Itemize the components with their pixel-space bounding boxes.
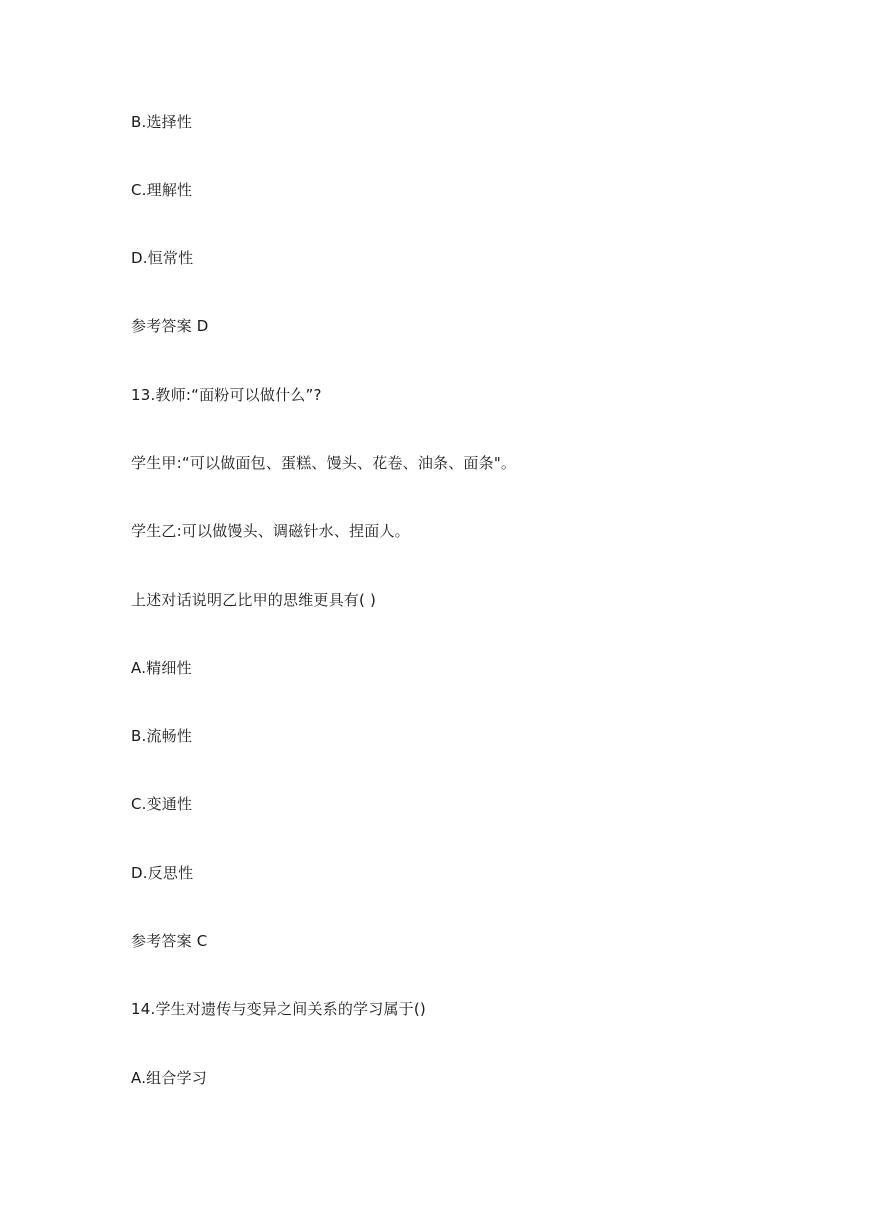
q13-option-a: A.精细性 xyxy=(131,659,192,677)
q13-student-b-line: 学生乙:可以做馒头、调磁针水、捏面人。 xyxy=(131,522,410,540)
q13-answer: 参考答案 C xyxy=(131,932,208,950)
q13-option-c: C.变通性 xyxy=(131,795,193,813)
q13-option-d: D.反思性 xyxy=(131,864,194,882)
q13-option-b: B.流畅性 xyxy=(131,727,193,745)
q12-option-c: C.理解性 xyxy=(131,181,193,199)
q13-question: 上述对话说明乙比甲的思维更具有( ) xyxy=(131,591,377,609)
q14-option-a: A.组合学习 xyxy=(131,1069,207,1087)
q14-question: 14.学生对遗传与变异之间关系的学习属于() xyxy=(131,1000,426,1018)
q13-student-a-line: 学生甲:“可以做面包、蛋糕、馒头、花卷、油条、面条"。 xyxy=(131,454,517,472)
q13-teacher-line: 13.教师:“面粉可以做什么”? xyxy=(131,386,322,404)
q12-answer: 参考答案 D xyxy=(131,317,209,335)
q12-option-d: D.恒常性 xyxy=(131,249,194,267)
q12-option-b: B.选择性 xyxy=(131,113,193,131)
